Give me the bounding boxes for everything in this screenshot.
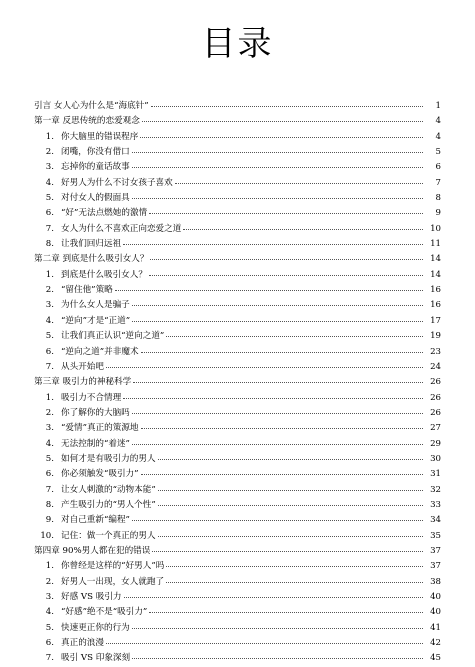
toc-section-entry[interactable]	[34, 513, 441, 528]
toc-section-entry[interactable]	[34, 467, 441, 482]
dot-leader	[149, 275, 423, 276]
page-number: 26	[430, 377, 441, 388]
dot-leader	[158, 490, 423, 491]
entry-title: 吸引力不合情理	[61, 392, 122, 403]
section-number: 3.	[45, 162, 54, 173]
entry-title: 第三章 吸引力的神秘科学	[34, 377, 132, 388]
section-number: 6.	[45, 346, 54, 357]
entry-title: 你大脑里的错误程序	[61, 131, 139, 142]
entry-title: “好”无法点燃她的激情	[61, 208, 148, 219]
section-number: 9.	[45, 515, 54, 526]
page-number: 5	[435, 147, 441, 158]
entry-title: 快速更正你的行为	[61, 622, 130, 633]
entry-title: 你曾经是这样的“好男人”吗	[61, 561, 165, 572]
section-number: 10.	[40, 530, 54, 541]
entry-title: 对自己重新“编程”	[61, 515, 130, 526]
toc-section-entry[interactable]	[34, 360, 441, 375]
section-number: 6.	[45, 638, 54, 649]
entry-title: 对付女人的假面具	[61, 193, 130, 204]
dot-leader	[141, 352, 423, 353]
section-number: 2.	[45, 407, 54, 418]
section-number: 8.	[45, 239, 54, 250]
entry-title: 忘掉你的童话故事	[61, 162, 130, 173]
page-number: 6	[435, 162, 441, 173]
toc-section-entry[interactable]	[34, 391, 441, 406]
dot-leader	[124, 597, 423, 598]
page-number: 1	[435, 101, 441, 111]
entry-title: 第二章 到底是什么吸引女人？	[34, 254, 149, 265]
page-number: 32	[430, 484, 441, 495]
entry-title: 让女人刺激的“动物本能”	[61, 484, 156, 495]
dot-leader	[140, 137, 423, 138]
toc-section-entry[interactable]	[34, 406, 441, 421]
toc-section-entry[interactable]	[34, 636, 441, 651]
toc-section-entry[interactable]	[34, 559, 441, 574]
dot-leader	[158, 459, 423, 460]
dot-leader	[133, 382, 423, 383]
section-number: 5.	[45, 622, 54, 633]
toc-section-entry[interactable]	[34, 329, 441, 344]
page-number: 10	[430, 223, 441, 234]
section-number: 7.	[45, 653, 54, 664]
entry-title: 引言 女人心为什么是“海底针”	[34, 101, 149, 111]
toc-section-entry[interactable]	[34, 590, 441, 605]
page-number: 14	[430, 254, 441, 265]
section-number: 4.	[45, 177, 54, 188]
dot-leader	[123, 244, 423, 245]
page-number: 34	[430, 515, 441, 526]
entry-title: 好男人为什么不讨女孩子喜欢	[61, 177, 173, 188]
toc-section-entry[interactable]	[34, 283, 441, 298]
entry-title: 从头开始吧	[61, 361, 104, 372]
toc-section-entry[interactable]	[34, 437, 441, 452]
section-number: 6.	[45, 208, 54, 219]
entry-title: “好感”绝不是“吸引力”	[61, 607, 148, 618]
toc-section-entry[interactable]	[34, 529, 441, 544]
page-number: 42	[430, 638, 441, 649]
dot-leader	[149, 213, 423, 214]
toc-section-entry[interactable]	[34, 483, 441, 498]
dot-leader	[115, 290, 423, 291]
toc-chapter-entry[interactable]	[34, 252, 441, 267]
section-number: 4.	[45, 315, 54, 326]
toc-section-entry[interactable]	[34, 345, 441, 360]
dot-leader	[132, 305, 423, 306]
toc-section-entry[interactable]	[34, 160, 441, 175]
entry-title: 让我们回归远祖	[61, 239, 122, 250]
dot-leader	[132, 152, 423, 153]
toc-chapter-entry[interactable]	[34, 375, 441, 390]
toc-section-entry[interactable]	[34, 191, 441, 206]
entry-title: 好男人一出现，女人就跑了	[61, 576, 165, 587]
entry-title: 为什么女人是骗子	[61, 300, 130, 311]
page-number: 40	[430, 592, 441, 602]
entry-title: “逆向之道”并非魔术	[61, 346, 139, 357]
dot-leader	[158, 505, 423, 506]
entry-title: 真正的浪漫	[61, 638, 104, 649]
entry-title: 闭嘴，你没有借口	[61, 147, 130, 158]
dot-leader	[141, 428, 423, 429]
entry-title: 产生吸引力的“男人个性”	[61, 499, 156, 510]
page-number: 38	[430, 576, 441, 587]
entry-title: 到底是什么吸引女人？	[61, 269, 147, 280]
toc-section-entry[interactable]	[34, 452, 441, 467]
dot-leader	[166, 566, 423, 567]
page-number: 41	[430, 622, 441, 633]
toc-chapter-entry[interactable]	[34, 544, 441, 559]
section-number: 3.	[45, 300, 54, 311]
page-number: 45	[430, 653, 441, 664]
page-title: 目录	[201, 24, 274, 64]
toc-section-entry[interactable]	[34, 268, 441, 283]
toc-section-entry[interactable]	[34, 498, 441, 513]
entry-title: 第四章 90%男人都在犯的错误	[34, 545, 151, 556]
table-of-contents	[34, 99, 441, 667]
section-number: 2.	[45, 147, 54, 158]
toc-section-entry[interactable]	[34, 237, 441, 252]
dot-leader	[123, 398, 423, 399]
dot-leader	[132, 628, 423, 629]
page-number: 19	[430, 331, 441, 342]
dot-leader	[151, 106, 423, 107]
dot-leader	[132, 520, 423, 521]
page-number: 9	[435, 208, 441, 219]
section-number: 6.	[45, 469, 54, 480]
page-number: 4	[435, 116, 441, 127]
section-number: 5.	[45, 193, 54, 204]
page-number: 14	[430, 269, 441, 280]
page-number: 23	[430, 346, 441, 357]
section-number: 2.	[45, 576, 54, 587]
toc-section-entry[interactable]	[34, 421, 441, 436]
dot-leader	[158, 536, 423, 537]
dot-leader	[175, 183, 423, 184]
toc-section-entry[interactable]	[34, 605, 441, 620]
toc-section-entry[interactable]	[34, 298, 441, 313]
section-number: 3.	[45, 423, 54, 434]
page-number: 4	[435, 131, 441, 142]
entry-title: 记住：做一个真正的男人	[61, 530, 156, 541]
entry-title: 让我们真正认识“逆向之道”	[61, 331, 165, 342]
page-number: 7	[435, 177, 441, 188]
toc-section-entry[interactable]	[34, 575, 441, 590]
page-number: 26	[430, 407, 441, 418]
page-number: 11	[430, 239, 441, 250]
page-number: 31	[430, 469, 441, 480]
page-number: 8	[435, 193, 441, 204]
section-number: 1.	[45, 392, 54, 403]
section-number: 7.	[45, 223, 54, 234]
section-number: 5.	[45, 331, 54, 342]
dot-leader	[166, 336, 423, 337]
section-number: 5.	[45, 453, 54, 464]
section-number: 1.	[45, 561, 54, 572]
section-number: 8.	[45, 499, 54, 510]
dot-leader	[132, 167, 423, 168]
toc-section-entry[interactable]	[34, 621, 441, 636]
section-number: 1.	[45, 131, 54, 142]
dot-leader	[132, 413, 423, 414]
page-number: 30	[430, 453, 441, 464]
entry-title: “逆向”才是“正道”	[61, 315, 131, 326]
entry-title: 女人为什么不喜欢正向恋爱之道	[61, 223, 182, 234]
entry-title: “留住他”策略	[61, 285, 113, 296]
page-number: 27	[430, 423, 441, 434]
section-number: 2.	[45, 285, 54, 296]
entry-title: 你必须触发“吸引力”	[61, 469, 139, 480]
page-number: 33	[430, 499, 441, 510]
dot-leader	[106, 643, 423, 644]
section-number: 1.	[45, 269, 54, 280]
entry-title: 无法控制的“着迷”	[61, 438, 130, 449]
section-number: 7.	[45, 361, 54, 372]
dot-leader	[132, 321, 423, 322]
page-number: 29	[430, 438, 441, 449]
entry-title: 好感 VS 吸引力	[61, 592, 122, 602]
section-number: 7.	[45, 484, 54, 495]
toc-section-entry[interactable]	[34, 176, 441, 191]
toc-section-entry[interactable]	[34, 206, 441, 221]
dot-leader	[150, 259, 423, 260]
dot-leader	[149, 612, 423, 613]
entry-title: “爱情”真正的策源地	[61, 423, 139, 434]
page-number: 37	[430, 545, 441, 556]
page-number: 40	[430, 607, 441, 618]
entry-title: 吸引 VS 印象深刻	[61, 653, 131, 664]
page-number: 24	[430, 361, 441, 372]
dot-leader	[142, 121, 423, 122]
page-number: 16	[430, 285, 441, 296]
entry-title: 如何才是有吸引力的男人	[61, 453, 156, 464]
dot-leader	[141, 474, 423, 475]
dot-leader	[183, 229, 423, 230]
dot-leader	[152, 551, 423, 552]
toc-section-entry[interactable]	[34, 222, 441, 237]
dot-leader	[132, 658, 423, 659]
dot-leader	[166, 582, 423, 583]
page-number: 26	[430, 392, 441, 403]
dot-leader	[132, 198, 423, 199]
toc-section-entry[interactable]	[34, 314, 441, 329]
dot-leader	[106, 367, 423, 368]
toc-section-entry[interactable]	[34, 145, 441, 160]
toc-section-entry[interactable]	[34, 651, 441, 666]
page-number: 16	[430, 300, 441, 311]
page-number: 17	[430, 315, 441, 326]
toc-chapter-entry[interactable]	[34, 99, 441, 114]
page-number: 37	[430, 561, 441, 572]
entry-title: 第一章 反思传统的恋爱观念	[34, 116, 140, 127]
section-number: 4.	[45, 607, 54, 618]
toc-chapter-entry[interactable]	[34, 114, 441, 129]
dot-leader	[132, 444, 423, 445]
page-number: 35	[430, 530, 441, 541]
section-number: 4.	[45, 438, 54, 449]
section-number: 3.	[45, 592, 54, 602]
entry-title: 你了解你的大脑吗	[61, 407, 130, 418]
toc-section-entry[interactable]	[34, 130, 441, 145]
